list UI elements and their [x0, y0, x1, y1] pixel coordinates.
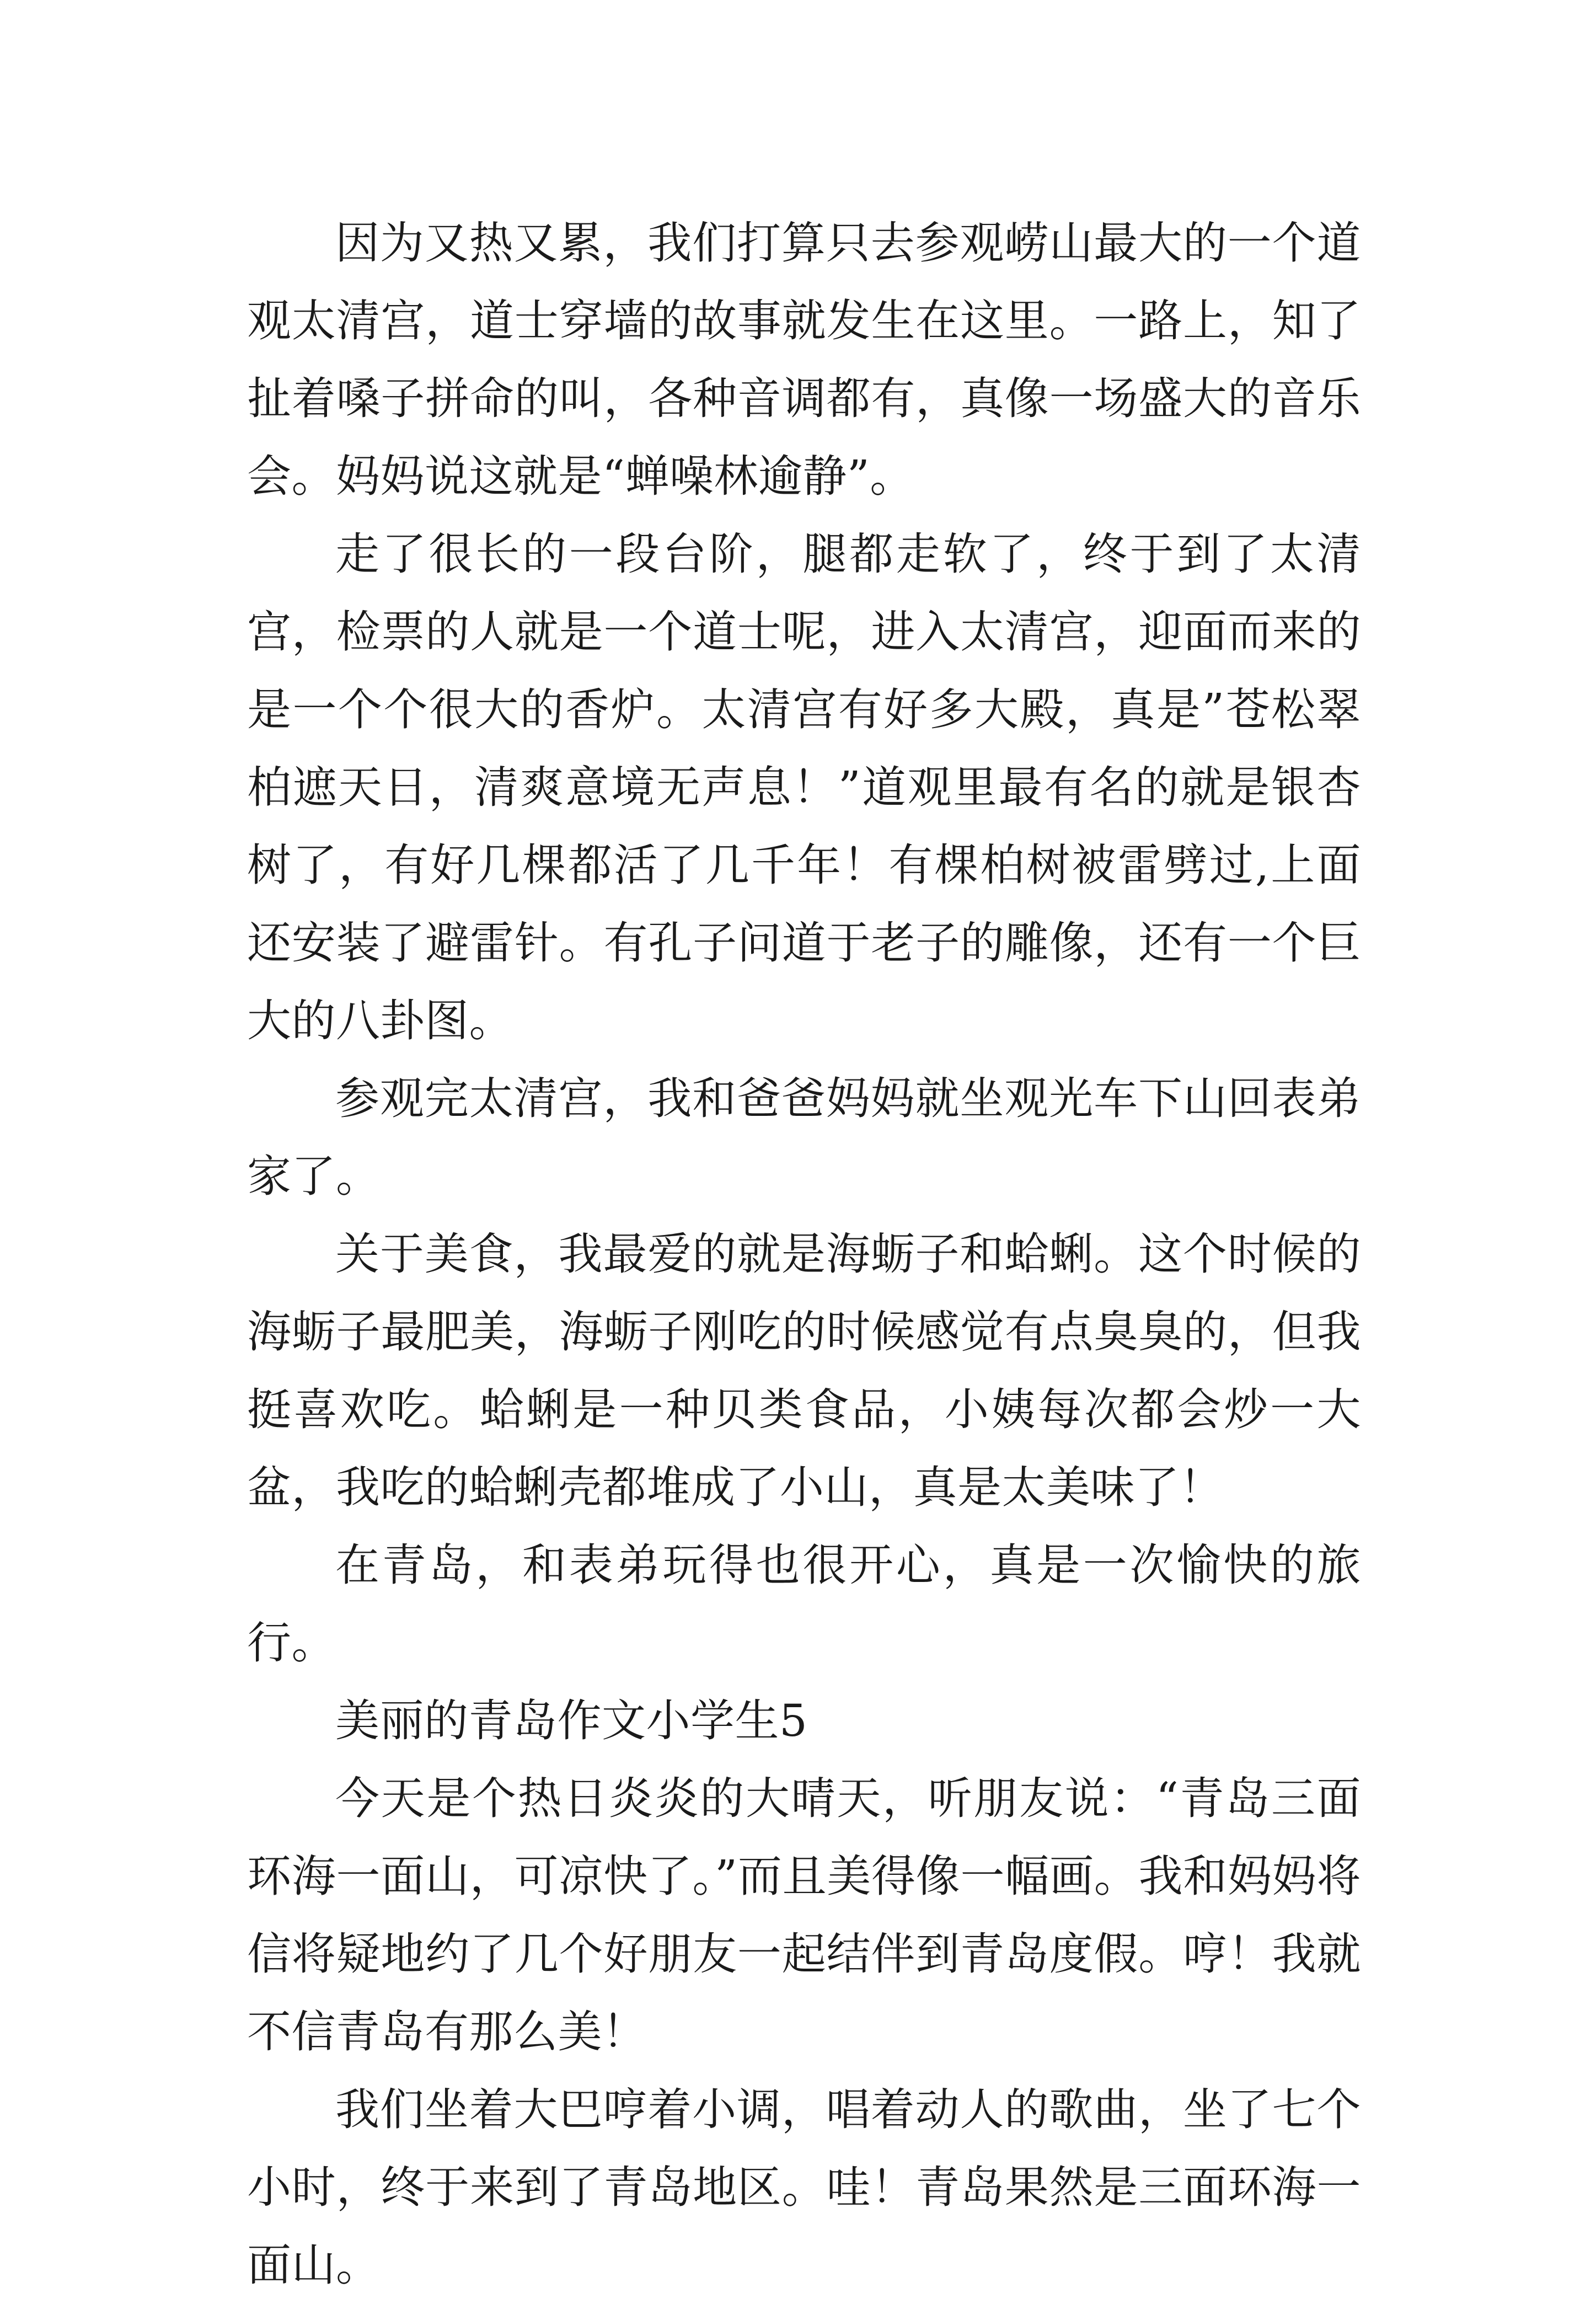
paragraph-2: 走了很长的一段台阶，腿都走软了，终于到了太清宫，检票的人就是一个道士呢，进入太清宫，迎面而来的是一个个很大的香炉。太清宫有好多大殿，真是”苍松翠柏遮天日，清爽意境无声息！”道观里最有名的就是银杏树了，有好几棵都活了几千年！有棵柏树被雷劈过,上面还安装了避雷针。有孔子问道于老子的雕像，还有一个巨大的八卦图。 — [247, 528, 1361, 1046]
paragraph-5: 在青岛，和表弟玩得也很开心，真是一次愉快的旅行。 — [247, 1539, 1361, 1669]
paragraph-1: 因为又热又累，我们打算只去参观崂山最大的一个道观太清宫，道士穿墙的故事就发生在这里。一路上，知了扯着嗓子拼命的叫，各种音调都有，真像一场盛大的音乐会。妈妈说这就是“蝉噪林逾静”。 — [247, 217, 1361, 502]
paragraph-4: 关于美食，我最爱的就是海蛎子和蛤蜊。这个时候的海蛎子最肥美，海蛎子刚吃的时候感觉有点臭臭的，但我挺喜欢吃。蛤蜊是一种贝类食品，小姨每次都会炒一大盆，我吃的蛤蜊壳都堆成了小山，真是太美味了！ — [247, 1228, 1361, 1513]
paragraph-3: 参观完太清宫，我和爸爸妈妈就坐观光车下山回表弟家了。 — [247, 1073, 1361, 1202]
document-body — [247, 204, 1361, 2304]
paragraph-6: 今天是个热日炎炎的大晴天，听朋友说：“青岛三面环海一面山，可凉快了。”而且美得像一幅画。我和妈妈将信将疑地约了几个好朋友一起结伴到青岛度假。哼！我就不信青岛有那么美！ — [247, 1773, 1361, 2057]
paragraph-7: 我们坐着大巴哼着小调，唱着动人的歌曲，坐了七个小时，终于来到了青岛地区。哇！青岛果然是三面环海一面山。 — [247, 2084, 1361, 2291]
section-title: 美丽的青岛作文小学生5 — [335, 1695, 808, 1746]
